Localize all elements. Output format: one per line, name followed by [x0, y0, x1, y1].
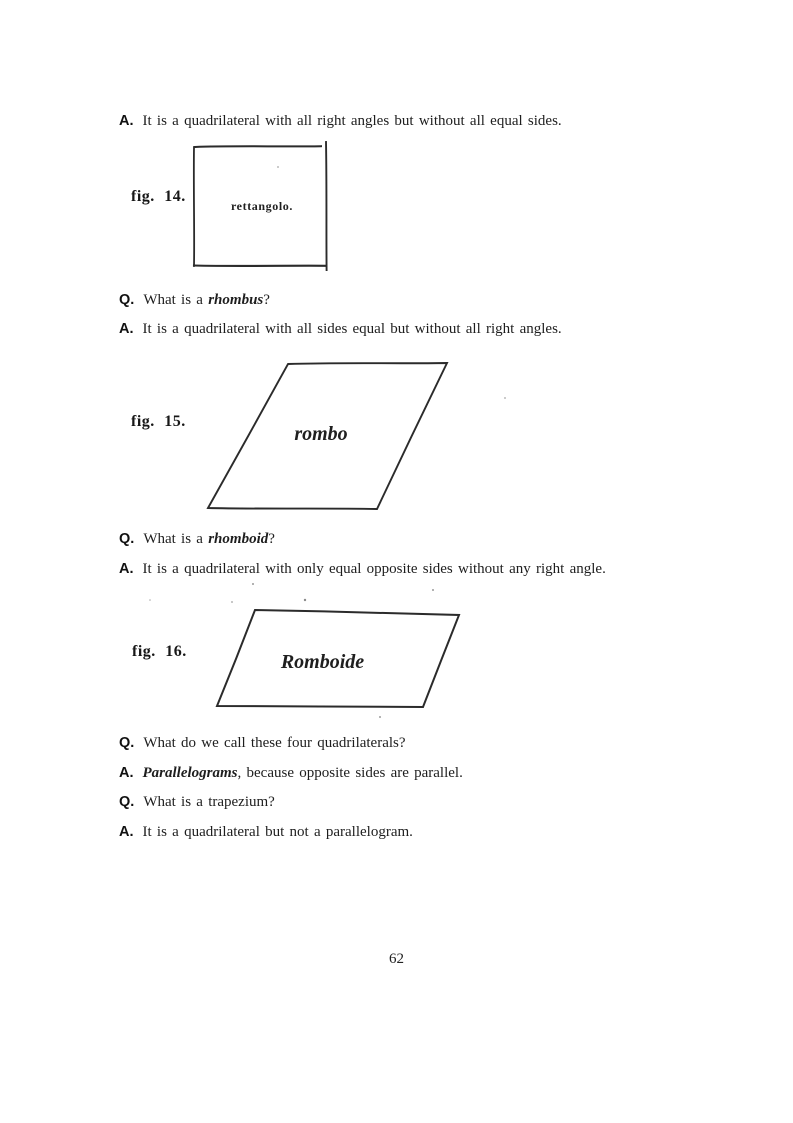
page-number: 62: [389, 951, 404, 967]
qa-line-question-rhombus: [119, 291, 270, 310]
figure-16-label: fig. 16.: [132, 643, 187, 660]
qa-marker: Q.: [119, 794, 135, 810]
qa-marker: A.: [119, 824, 134, 840]
qa-line-question-four-quadrilaterals: [119, 734, 406, 753]
qa-text: Parallelograms, because opposite sides are parallel.: [142, 765, 463, 781]
qa-line-answer-rhomboid: [119, 560, 606, 579]
figure-15-label: fig. 15.: [131, 413, 186, 430]
qa-marker: A.: [119, 765, 134, 781]
qa-marker: A.: [119, 321, 134, 337]
qa-text: It is a quadrilateral with all right angles but without all equal sides.: [142, 113, 562, 129]
qa-text: What is a rhomboid?: [143, 531, 275, 547]
figure-15-caption: rombo: [294, 423, 348, 445]
qa-line-answer-rhombus: [119, 320, 562, 339]
qa-text: What is a trapezium?: [143, 794, 275, 810]
qa-marker: A.: [119, 113, 134, 129]
figure-16-caption: Romboide: [280, 651, 365, 673]
qa-text: It is a quadrilateral but not a parallelogram.: [142, 824, 413, 840]
qa-marker: Q.: [119, 735, 135, 751]
qa-text: What is a rhombus?: [143, 292, 270, 308]
qa-line-answer-rectangle: [119, 112, 562, 131]
figure-14-caption: rettangolo.: [230, 199, 294, 213]
qa-marker: A.: [119, 561, 134, 577]
qa-text: It is a quadrilateral with all sides equal but without all right angles.: [142, 321, 562, 337]
qa-line-answer-trapezium: [119, 823, 413, 842]
qa-line-question-trapezium: [119, 793, 275, 812]
figure-14-label: fig. 14.: [131, 188, 186, 205]
qa-line-question-rhomboid: [119, 530, 275, 549]
qa-line-answer-parallelograms: [119, 764, 463, 783]
qa-text: What do we call these four quadrilaterals?: [143, 735, 406, 751]
qa-marker: Q.: [119, 531, 135, 547]
qa-marker: Q.: [119, 292, 135, 308]
qa-text: It is a quadrilateral with only equal opposite sides without any right angle.: [142, 561, 606, 577]
